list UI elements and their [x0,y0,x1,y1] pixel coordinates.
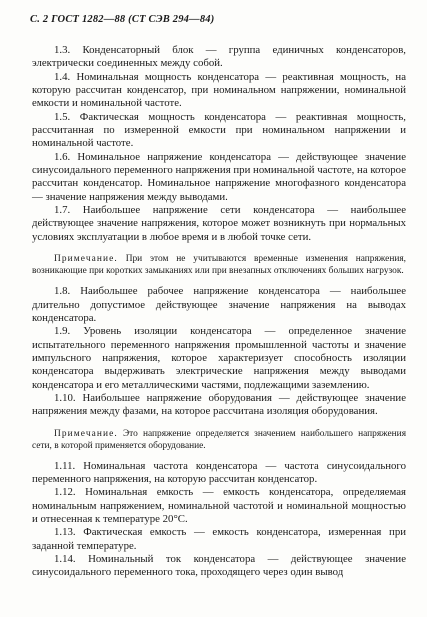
paragraph-1-14: 1.14. Номинальный ток конденсатора — действующее значение синусоидального переменного тока, проходящего через один вывод [32,553,406,579]
paragraph-1-5: 1.5. Фактическая мощность конденсатора — реактивная мощность, рассчитанная по измеренной емкости при номинальном напряжении и номинальной частоте. [32,110,406,150]
paragraph-1-4: 1.4. Номинальная мощность конденсатора — реактивная мощность, на которую рассчитан конденсатор, при номинальном напряжении, номинальной емкости и номинальной частоте. [32,70,406,110]
paragraph-1-11: 1.11. Номинальная частота конденсатора — частота синусоидального переменного напряжения, на которую рассчитан конденсатор. [32,459,406,485]
note-2-label: Примечание. [54,428,118,439]
page-header: С. 2 ГОСТ 1282—88 (СТ СЭВ 294—84) [30,14,215,25]
document-body [32,44,406,580]
note-1 [32,253,406,277]
paragraph-1-7: 1.7. Наибольшее напряжение сети конденсатора — наибольшее действующее значение напряжения, которое может возникнуть при нормальных условиях эксплуатации в любое время и в любой точке сети. [32,204,406,243]
paragraph-1-9: 1.9. Уровень изоляции конденсатора — определенное значение испытательного переменного напряжения промышленной частоты и значение импульсного напряжения, которое характеризует способность изоляции конденсатора выдерживать электрические напряжения между выводами конденсатора и его металлическими частями, подлежащими заземлению. [32,325,406,391]
paragraph-1-6: 1.6. Номинальное напряжение конденсатора — действующее значение синусоидального переменного напряжения при номинальной частоте, на которое рассчитан конденсатор. Номинальное напряжение многофазного конденсатора — значение напряжения между выводами. [32,150,406,203]
note-2-text: Это напряжение определяется значением наибольшего напряжения сети, в которой применяется оборудование. [32,428,407,451]
paragraph-1-10: 1.10. Наибольшее напряжение оборудования — действующее значение напряжения между фазами, на которое рассчитана изоляция оборудования. [32,391,406,418]
paragraph-1-13: 1.13. Фактическая емкость — емкость конденсатора, измеренная при заданной температуре. [32,526,406,552]
paragraph-1-8: 1.8. Наибольшее рабочее напряжение конденсатора — наибольшее длительно допустимое действующее значение напряжения на выводах конденсатора. [32,285,406,324]
note-1-label: Примечание. [54,254,118,265]
paragraph-1-12: 1.12. Номинальная емкость — емкость конденсатора, определяемая номинальным напряжением, номинальной частотой и номинальной мощностью и отнесенная к температуре 20°С. [32,486,406,525]
paragraph-1-3: 1.3. Конденсаторный блок — группа единичных конденсаторов, электрически соединенных между собой. [32,44,406,70]
note-2 [32,428,406,452]
note-1-text: При этом не учитываются временные изменения напряжения, возникающие при коротких замыканиях или при внезапных отключениях больших нагрузок. [32,254,407,277]
